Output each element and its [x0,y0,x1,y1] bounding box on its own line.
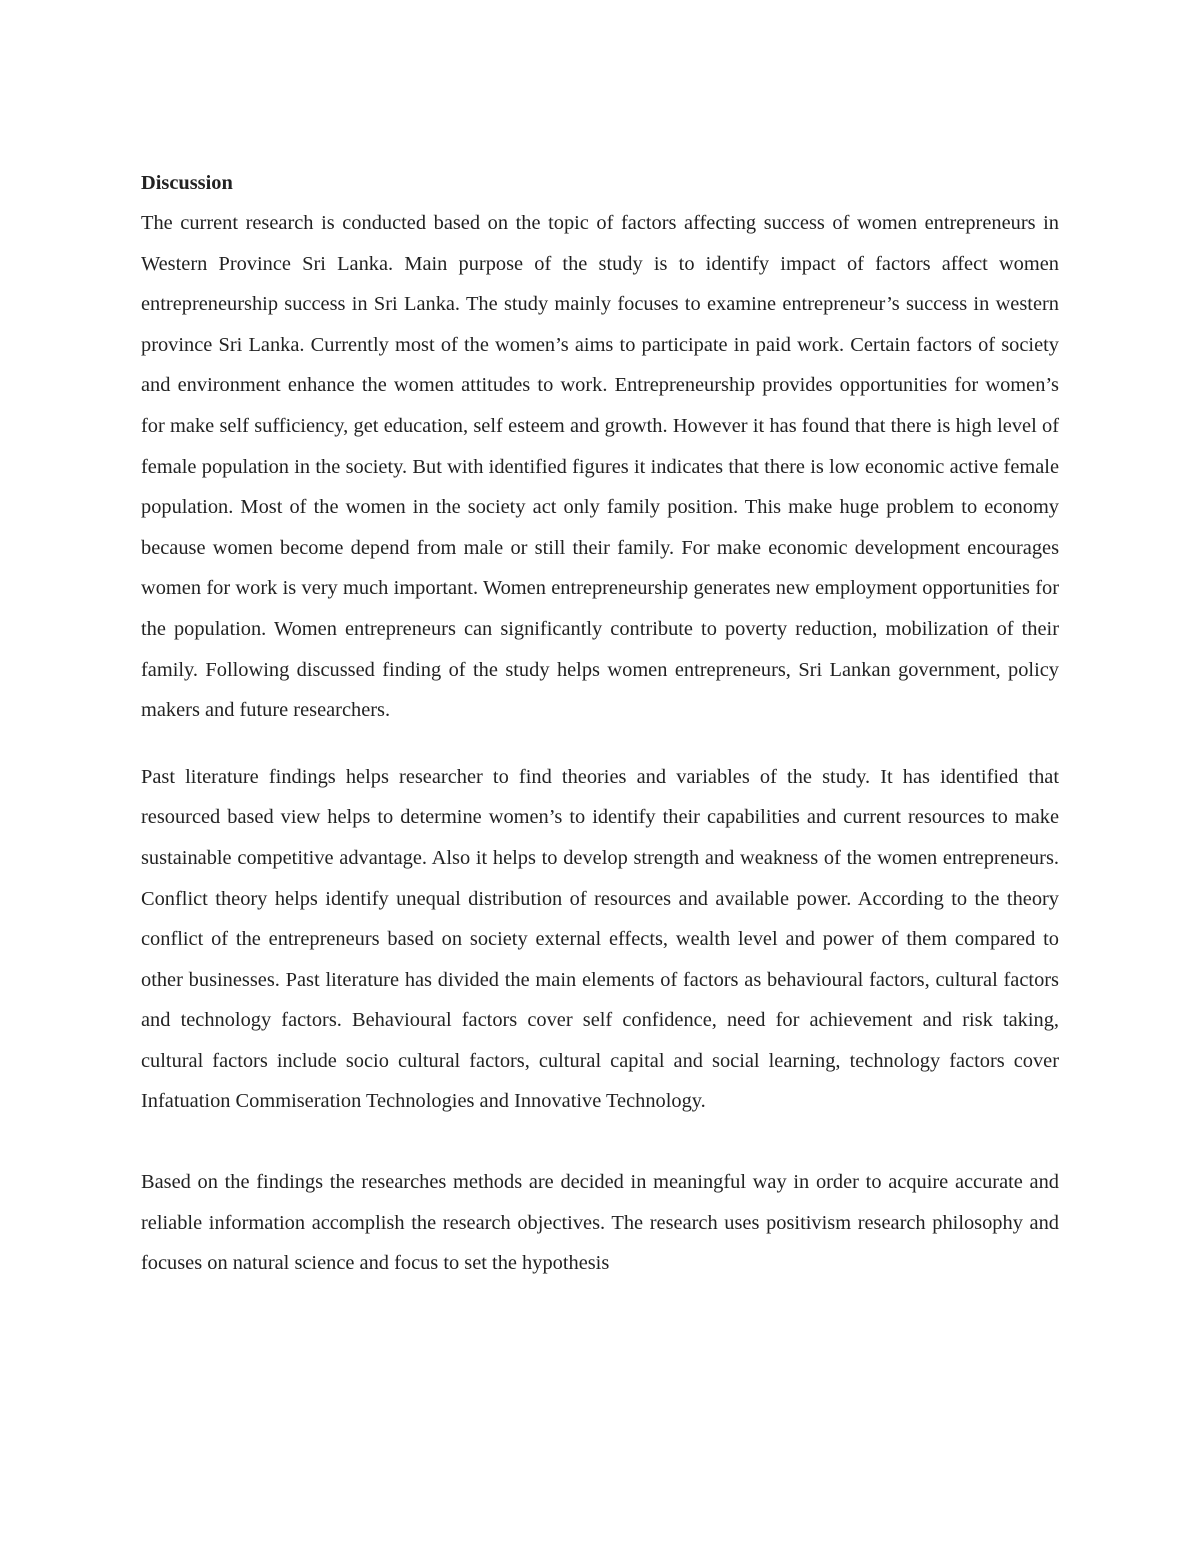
paragraph-2: Past literature findings helps researcher to find theories and variables of the study. It has identified that resourced based view helps to determine women’s to identify their capabilities and current resources to make sustainable competitive advantage. Also it helps to develop strength and weakness of the women entrepreneurs. Conflict theory helps identify unequal distribution of resources and available power. According to the theory conflict of the entrepreneurs based on society external effects, wealth level and power of them compared to other businesses. Past literature has divided the main elements of factors as behavioural factors, cultural factors and technology factors. Behavioural factors cover self confidence, need for achievement and risk taking, cultural factors include socio cultural factors, cultural capital and social learning, technology factors cover Infatuation Commiseration Technologies and Innovative Technology. [141,765,1059,1113]
paragraph-3: Based on the findings the researches methods are decided in meaningful way in order to acquire accurate and reliable information accomplish the research objectives. The research uses positivism research philosophy and focuses on natural science and focus to set the hypothesis [141,1171,1059,1275]
document-body [141,168,1059,1284]
paragraph-1: The current research is conducted based on the topic of factors affecting success of women entrepreneurs in Western Province Sri Lanka. Main purpose of the study is to identify impact of factors affect women entrepreneurship success in Sri Lanka. The study mainly focuses to examine entrepreneur’s success in western province Sri Lanka. Currently most of the women’s aims to participate in paid work. Certain factors of society and environment enhance the women attitudes to work. Entrepreneurship provides opportunities for women’s for make self sufficiency, get education, self esteem and growth. However it has found that there is high level of female population in the society. But with identified figures it indicates that there is low economic active female population. Most of the women in the society act only family position. This make huge problem to economy because women become depend from male or still their family. For make economic development encourages women for work is very much important. Women entrepreneurship generates new employment opportunities for the population. Women entrepreneurs can significantly contribute to poverty reduction, mobilization of their family. Following discussed finding of the study helps women entrepreneurs, Sri Lankan government, policy makers and future researchers. [141,212,1059,722]
section-heading: Discussion [141,172,233,194]
